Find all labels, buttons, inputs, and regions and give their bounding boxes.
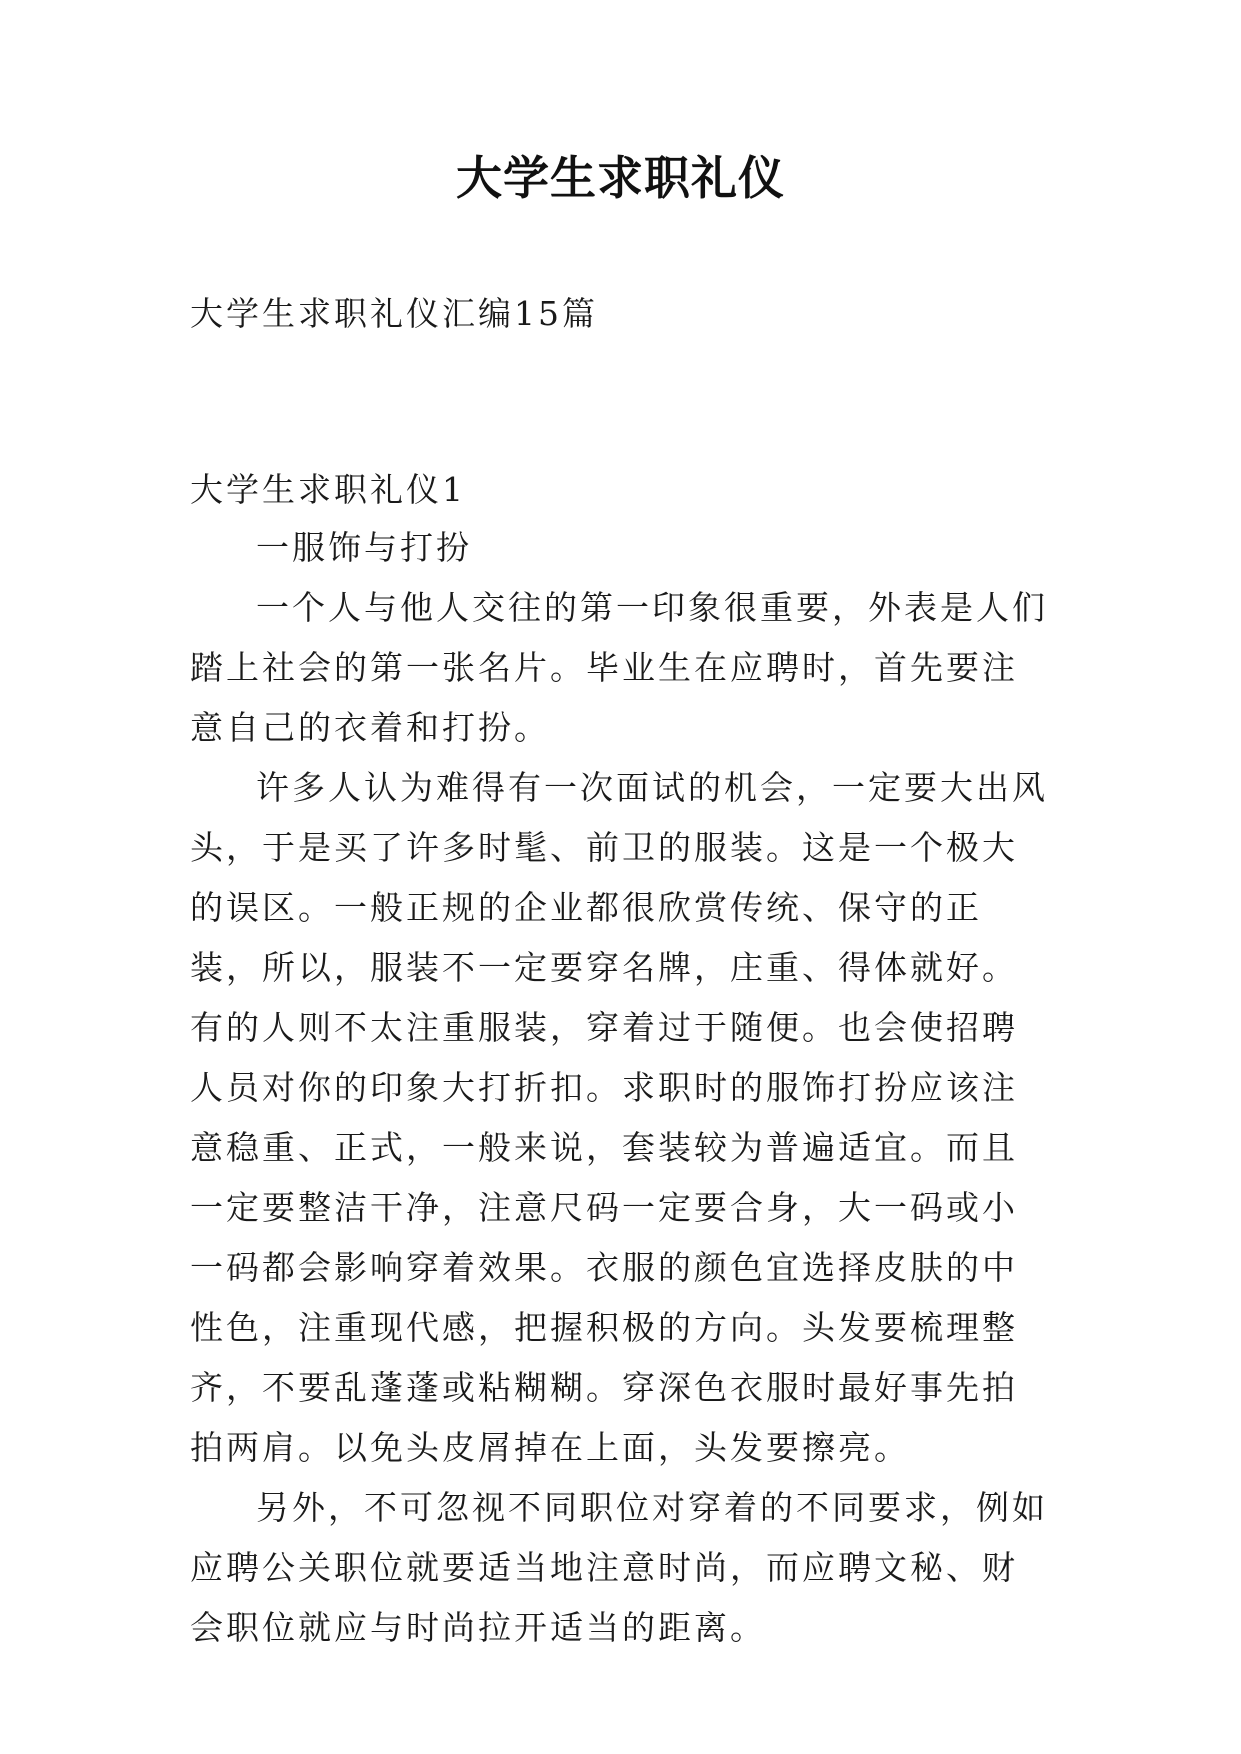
paragraph: 另外，不可忽视不同职位对穿着的不同要求，例如应聘公关职位就要适当地注意时尚，而应聘文秘、财会职位就应与时尚拉开适当的距离。 (190, 1488, 1048, 1647)
page-title: 大学生求职礼仪 (456, 151, 785, 205)
paragraph: 一个人与他人交往的第一印象很重要，外表是人们踏上社会的第一张名片。毕业生在应聘时，首先要注意自己的衣着和打扮。 (190, 588, 1048, 747)
document-subtitle: 大学生求职礼仪汇编15篇 (190, 294, 598, 333)
paragraph: 许多人认为难得有一次面试的机会，一定要大出风头，于是买了许多时髦、前卫的服装。这是一个极大的误区。一般正规的企业都很欣赏传统、保守的正装，所以，服装不一定要穿名牌，庄重、得体就好。有的人则不太注重服装，穿着过于随便。也会使招聘人员对你的印象大打折扣。求职时的服饰打扮应该注意稳重、正式，一般来说，套装较为普遍适宜。而且一定要整洁干净，注意尺码一定要合身，大一码或小一码都会影响穿着效果。衣服的颜色宜选择皮肤的中性色，注重现代感，把握积极的方向。头发要梳理整齐，不要乱蓬蓬或粘糊糊。穿深色衣服时最好事先拍拍两肩。以免头皮屑掉在上面，头发要擦亮。 (190, 768, 1048, 1467)
section-content (190, 518, 1050, 1658)
sub-heading: 一服饰与打扮 (256, 528, 472, 567)
section-heading: 大学生求职礼仪1 (190, 470, 466, 509)
